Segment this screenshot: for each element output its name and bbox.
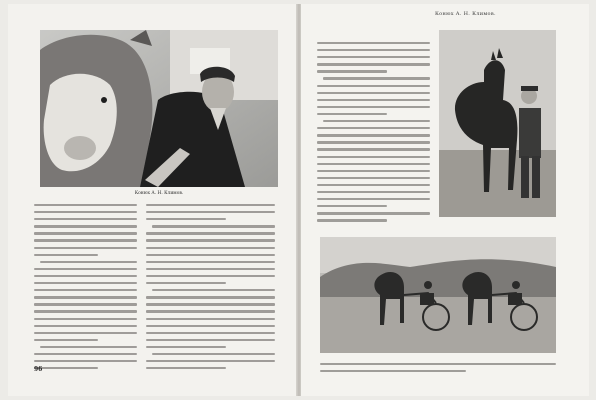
right-photo-groom-with-horse	[439, 30, 556, 217]
right-text-column-upper	[317, 42, 430, 226]
carriages-image	[320, 237, 556, 353]
groom-horse-image	[439, 30, 556, 217]
right-text-bottom	[320, 363, 556, 377]
left-photo-man-with-horse	[40, 30, 278, 187]
left-text-column-2	[146, 204, 275, 374]
horse-portrait-image	[40, 30, 278, 187]
left-photo-caption: Конюх А. Н. Климов.	[134, 191, 184, 196]
running-head: Конюх А. Н. Климов.	[435, 11, 496, 17]
right-photo-carriages	[320, 237, 556, 353]
left-text-column-1	[34, 204, 137, 374]
left-page-number: 96	[34, 366, 43, 373]
